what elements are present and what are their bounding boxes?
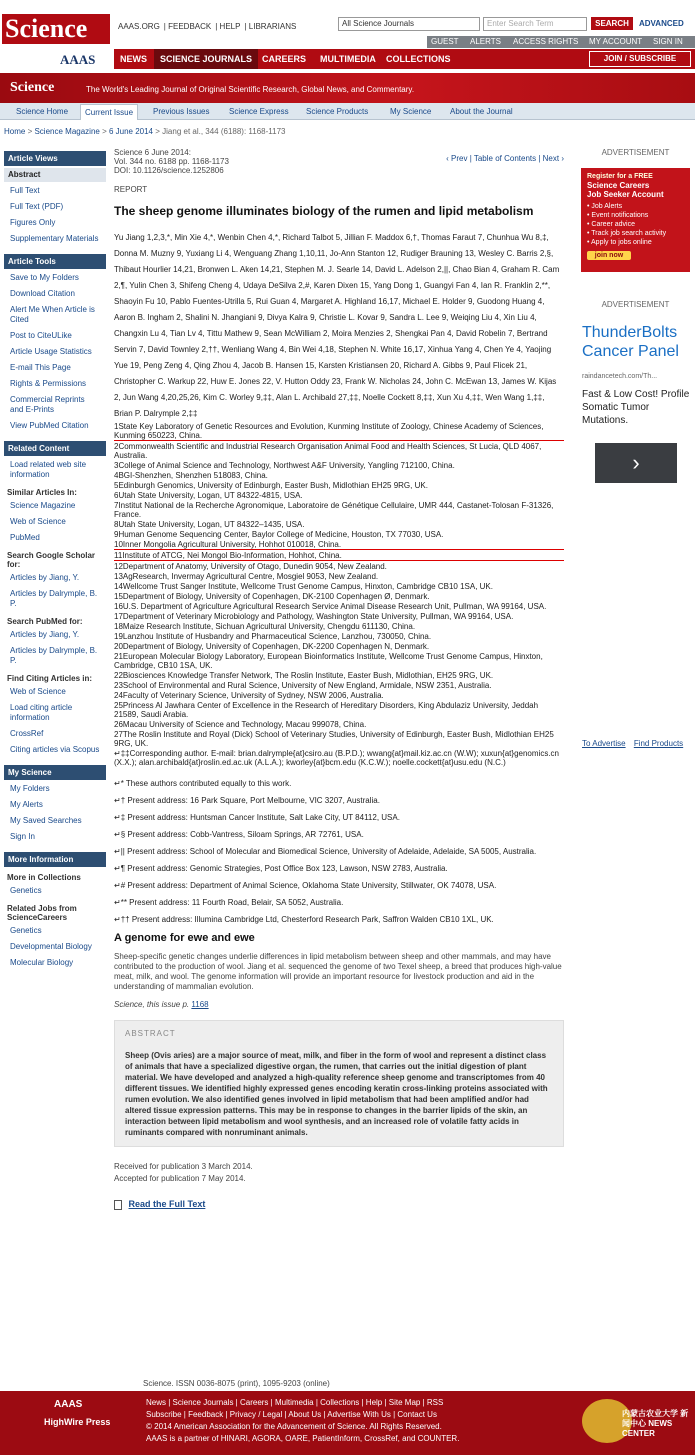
ad1-line: Science Careers [587,181,650,190]
view-full-text-pdf[interactable]: Full Text (PDF) [10,202,64,211]
ad1-line: • Apply to jobs online [587,239,652,246]
thunderbolts-ad-title[interactable]: ThunderBolts Cancer Panel [582,324,679,360]
tool-email-page[interactable]: E-mail This Page [10,363,71,372]
thunderbolts-ad-url[interactable]: raindancetech.com/Th... [582,373,658,380]
tool-citeulike[interactable]: Post to CiteULike [10,331,72,340]
footer-partners[interactable]: AAAS is a partner of HINARI, AGORA, OARE, PatientInform, CrossRef, and COUNTER. [146,1434,460,1443]
breadcrumb-article: Jiang et al., 344 (6188): 1168-1173 [162,127,286,136]
scholar-dalrymple[interactable]: Articles by Dalrymple, B. P. [10,589,98,608]
top-link-librarians[interactable]: LIBRARIANS [248,22,297,31]
right-column [576,148,695,748]
ad1-line: • Event notifications [587,212,649,219]
publication-dates [114,1161,564,1185]
read-full-text-row [114,1199,564,1210]
issue-page-link[interactable]: 1168 [191,1000,209,1009]
footer-aaas-logo[interactable]: AAAS [54,1399,83,1410]
corresponding-author: ↵‡‡Corresponding author. E-mail: brian.dalrymple{at}csiro.au (B.P.D.); wwang{at}mail.kiz.ac.cn (W.W); xuxun{at}genomics.cn (X.X.); alan.archibald{at}roslin.ed.ac.uk (A.L.A.); kworley{at}bcm.edu (K.C.W.); noelle.cockett{at}usu.edu (N.C.) [114,749,559,767]
journal-select[interactable]: All Science Journals [338,17,480,31]
join-now-button[interactable]: join now [587,251,631,260]
received-date: Received for publication 3 March 2014. [114,1162,253,1171]
affiliation-item: 14Wellcome Trust Sanger Institute, Wellcome Trust Genome Campus, Hinxton, Cambridge CB10 1SA, UK. [114,582,493,591]
affiliation-item: 23School of Environmental and Rural Science, University of New England, Armidale, NSW 2351, Australia. [114,681,492,690]
scholar-heading: Search Google Scholar for: [7,551,96,569]
issn-line: Science. ISSN 0036-8075 (print), 1095-9203 (online) [143,1379,330,1388]
note-item: ↵# Present address: Department of Animal Science, Oklahoma State University, Stillwater, OK 74078, USA. [114,881,497,890]
author-notes [114,779,564,924]
author-list: Yu Jiang 1,2,3,*, Min Xie 4,*, Wenbin Chen 4,*, Richard Talbot 5, Jillian F. Maddox 6,†, Thomas Faraut 7, Chunhua Wu 8,‡, Donna M. Muzny 9, Yuxiang Li 4, Wenguang Zhang 1,10,11, Jo-Ann Stanton 12, Rudiger Brauning 13, Wesley C. Barris 2,§, Thibaut Hourlier 14,21, Bronwen L. Aken 14,21, Stephen M. J. Searle 14, David L. Adelson 2,||, Chao Bian 4, Graham R. Cam 2,¶, Yulin Chen 3, Shifeng Cheng 4, Udaya DeSilva 2,#, Karen Dixen 15, Yang Dong 1, Guangyi Fan 4, Ian R. Franklin 2,**, Shaoyin Fu 10, Pablo Fuentes-Utrilla 5, Rui Guan 4, Margaret A. Highland 16,17, Michael E. Holder 9, Guodong Huang 4, Aaron B. Ingham 2, Shalini N. Jhangiani 9, Divya Kalra 9, Christie L. Kovar 9, Sandra L. Lee 9, Weiqing Liu 4, Xin Liu 4, Changxin Lu 4, Tian Lv 4, Tittu Mathew 9, Sean McWilliam 2, Moira Menzies 2, Shengkai Pan 4, David Robelin 7, Bertrand Servin 7, David Townley 2,††, Wenliang Wang 4, Bin Wei 4,18, Stephen N. White 16,17, Xinhua Yang 4, Chen Ye 4, Yaojing Yue 19, Peng Zeng 4, Qing Zhou 4, Jacob B. Hansen 15, Karsten Kristiansen 20, Richard A. Gibbs 9, Paul Flicek 21, Christopher C. Warkup 22, Huw E. Jones 22, V. Hutton Oddy 23, Frank W. Nicholas 24, John C. McEwan 13, James W. Kijas 2, Jun Wang 4,20,25,26, Kim C. Worley 9,‡‡, Alan L. Archibald 27,‡‡, Noelle Cockett 8,‡‡, Xun Xu 4,‡‡, Wen Wang 1,‡‡, Brian P. Dalrymple 2,‡‡ [114,233,560,418]
abstract-box [114,1020,564,1147]
nav-careers[interactable]: CAREERS [262,54,307,64]
abstract-text: Sheep (Ovis aries) are a major source of meat, milk, and fiber in the form of wool and represent a distinct class of animals that have a specialized digestive organ, the rumen, that carries out the initial digestion of plant material. We have developed and analyzed a high-quality reference sheep genome and transcriptomes from 40 different tissues. We identified highly expressed genes encoding keratin cross-linking proteins associated with rumen evolution. We also identified genes involved in lipid metabolism that had been amplified and/or had altered tissue expression patterns. This may be in response to changes in the barrier lipids of the skin, an interaction between lipid metabolism and wool synthesis, and an increased role of volatile fatty acids in ruminants compared with nonruminant animals. [125,1051,548,1137]
tool-rights[interactable]: Rights & Permissions [10,379,87,388]
affiliation-item: 12Department of Anatomy, University of Otago, Dunedin 9054, New Zealand. [114,562,387,571]
nav-collections[interactable]: COLLECTIONS [386,54,451,64]
tool-save-folders[interactable]: Save to My Folders [10,273,79,282]
alerts-link[interactable]: ALERTS [470,37,501,46]
note-item: ↵* These authors contributed equally to this work. [114,779,292,788]
article-citation-line: Science 6 June 2014: [114,148,191,157]
banner-logo[interactable]: Science [10,80,55,95]
to-advertise-link[interactable]: To Advertise [582,739,626,748]
affiliation-item: 7Institut National de la Recherche Agronomique, Laboratoire de Génétique Cellulaire, UMR 444, Castanet-Tolosan F-31326, France. [114,501,554,519]
find-products-link[interactable]: Find Products [633,739,684,748]
affiliation-item: 25Princess Al Jawhara Center of Excellence in the Research of Hereditary Disorders, King Abdulaziz University, Jeddah 21589, Saudi Arabia. [114,701,539,719]
collections-heading: More in Collections [7,873,81,882]
article-main [114,148,564,1210]
sub-nav [0,103,695,120]
citing-load-info[interactable]: Load citing article information [10,703,73,722]
jobs-heading: Related Jobs from ScienceCareers [7,904,77,922]
search-button[interactable]: SEARCH [591,17,633,30]
my-folders-link[interactable]: My Folders [10,784,50,793]
article-title: The sheep genome illuminates biology of the rumen and lipid metabolism [114,204,534,218]
affiliation-item: 20Department of Biology, University of Copenhagen, DK-2200 Copenhagen N, Denmark. [114,642,430,651]
access-rights-link[interactable]: ACCESS RIGHTS [513,37,579,46]
breadcrumb: Home > Science Magazine > 6 June 2014 > Jiang et al., 344 (6188): 1168-1173 [4,127,286,136]
breadcrumb-issue[interactable]: 6 June 2014 [108,127,154,136]
ad1-line: Register for a FREE [587,173,653,180]
affiliation-item: 6Utah State University, Logan, UT 84322-4815, USA. [114,491,303,500]
tool-alert-cited[interactable]: Alert Me When Article is Cited [10,305,95,324]
tool-pubmed[interactable]: View PubMed Citation [10,421,89,430]
similar-pubmed[interactable]: PubMed [10,533,40,542]
thunderbolts-ad-body: Fast & Low Cost! Profile Somatic Tumor Mutations. [582,389,690,426]
citing-web-of-science[interactable]: Web of Science [10,687,66,696]
breadcrumb-magazine[interactable]: Science Magazine [34,127,100,136]
job-genetics[interactable]: Genetics [10,926,42,935]
accepted-date: Accepted for publication 7 May 2014. [114,1174,246,1183]
note-item: ↵|| Present address: School of Molecular and Biomedical Science, University of Adelaide, Adelaide, SA 5005, Australia. [114,847,537,856]
tool-download-citation[interactable]: Download Citation [10,289,75,298]
join-subscribe-button[interactable]: JOIN / SUBSCRIBE [589,51,691,67]
affiliation-item: 18Maize Research Institute, Sichuan Agricultural University, Chengdu 611130, China. [114,622,416,631]
affiliation-item: 11Institute of ATCG, Nei Mongol Bio-Information, Hohhot, China. [114,551,564,561]
ad1-line: • Track job search activity [587,230,667,237]
footer-links [146,1397,546,1445]
note-item: ↵§ Present address: Cobb-Vantress, Siloam Springs, AR 72761, USA. [114,830,364,839]
next-article-link[interactable]: Next › [542,154,564,163]
view-abstract[interactable]: Abstract [4,168,106,182]
toc-link[interactable]: Table of Contents [473,154,537,163]
affiliation-item: 26Macau University of Science and Technology, Macau 999078, China. [114,720,367,729]
footer-copyright: © 2014 American Association for the Advancement of Science. All Rights Reserved. [146,1422,442,1431]
affiliations [114,422,564,767]
citing-heading: Find Citing Articles in: [7,674,93,683]
summary-text: Sheep-specific genetic changes underlie differences in lipid metabolism between sheep and other mammals, and may have contributed to the production of wool. Jiang et al. sequenced the genome of two Texel sheep, a breed that produces high-value meat, milk, and wool. The genome information will provide an important resource for livestock production and aid in the understanding of mammalian evolution. [114,952,562,991]
prev-article-link[interactable]: ‹ Prev [446,154,468,163]
site-footer [0,1391,695,1455]
science-logo[interactable]: Science [2,14,110,44]
my-saved-searches-link[interactable]: My Saved Searches [10,816,82,825]
affiliation-item: 21European Molecular Biology Laboratory, European Bioinformatics Institute, Wellcome Trust Genome Campus, Hinxton, Cambridge, CB10 1SA, UK. [114,652,543,670]
article-views-heading: Article Views [4,151,106,166]
related-content-heading: Related Content [4,441,106,456]
pubmed-heading: Search PubMed for: [7,617,83,626]
top-link-aaas[interactable]: AAAS.ORG [118,22,160,31]
account-bar [427,36,695,48]
affiliation-item: 5Edinburgh Genomics, University of Edinburgh, Easter Bush, Midlothian EH25 9RG, UK. [114,481,428,490]
pubmed-dalrymple[interactable]: Articles by Dalrymple, B. P. [10,646,98,665]
subnav-science-home[interactable]: Science Home [16,107,69,116]
chevron-right-icon[interactable]: › [595,443,677,483]
more-information-heading: More Information [4,852,106,867]
footer-links-row1[interactable]: News | Science Journals | Careers | Multimedia | Collections | Help | Site Map | RSS [146,1398,444,1407]
article-doi: DOI: 10.1126/science.1252806 [114,166,224,175]
ad-label: ADVERTISEMENT [601,300,670,309]
similar-web-of-science[interactable]: Web of Science [10,517,66,526]
affiliation-item: 27The Roslin Institute and Royal (Dick) School of Veterinary Studies, University of Edinburgh, Easter Bush, Midlothian EH25 9RG, UK. [114,730,554,748]
note-item: ↵¶ Present address: Genomic Strategies, Post Office Box 123, Lawson, NSW 2783, Australia. [114,864,448,873]
nav-multimedia[interactable]: MULTIMEDIA [320,54,376,64]
news-center-label: 内蒙古农业大学 新闻中心 NEWS CENTER [622,1409,689,1438]
report-label: REPORT [114,185,148,194]
view-supplementary[interactable]: Supplementary Materials [10,234,99,243]
article-tools-heading: Article Tools [4,254,106,269]
top-link-feedback[interactable]: FEEDBACK [168,22,212,31]
highwire-logo[interactable]: HighWire Press [44,1417,111,1427]
abstract-heading: ABSTRACT [125,1029,176,1038]
note-item: ↵‡ Present address: Huntsman Cancer Institute, Salt Lake City, UT 84112, USA. [114,813,400,822]
article-pager: ‹ Prev | Table of Contents | Next › [446,154,564,163]
journal-banner [0,73,695,103]
nav-news[interactable]: NEWS [120,54,147,64]
similar-heading: Similar Articles In: [7,488,77,497]
banner-tagline: The World's Leading Journal of Original Scientific Research, Global News, and Commentary. [86,85,415,94]
document-icon [114,1200,122,1210]
summary-heading: A genome for ewe and ewe [114,932,255,944]
aaas-logo[interactable]: AAAS [60,52,96,67]
footer-links-row2[interactable]: Subscribe | Feedback | Privacy / Legal | About Us | Advertise With Us | Contact Us [146,1410,437,1419]
ad-label: ADVERTISEMENT [601,148,670,157]
site-header [0,0,695,72]
issue-reference [114,1000,564,1010]
my-account-link[interactable]: MY ACCOUNT [589,37,643,46]
note-item: ↵† Present address: 16 Park Square, Port Melbourne, VIC 3207, Australia. [114,796,380,805]
job-developmental-biology[interactable]: Developmental Biology [10,942,92,951]
subnav-my-science[interactable]: My Science [390,107,432,116]
top-links: AAAS.ORG | FEEDBACK | HELP | LIBRARIANS [118,22,297,31]
affiliation-item: 22Biosciences Knowledge Transfer Network, The Roslin Institute, Easter Bush, Midlothian, EH25 9RG, UK. [114,671,494,680]
subnav-previous-issues[interactable]: Previous Issues [153,107,210,116]
sign-in-link[interactable]: SIGN IN [653,37,683,46]
sidebar-sign-in-link[interactable]: Sign In [10,832,35,841]
search-input[interactable]: Enter Search Term [483,17,587,31]
article-meta-block [114,148,564,175]
left-sidebar [4,151,106,972]
careers-ad[interactable] [581,168,690,272]
scholar-jiang[interactable]: Articles by Jiang, Y. [10,573,80,582]
guest-label: GUEST [431,37,459,46]
subnav-science-products[interactable]: Science Products [306,107,369,116]
affiliation-item: 9Human Genome Sequencing Center, Baylor College of Medicine, Houston, TX 77030, USA. [114,530,444,539]
affiliation-item: 8Utah State University, Logan, UT 84322–1435, USA. [114,520,305,529]
article-volume-line: Vol. 344 no. 6188 pp. 1168-1173 [114,157,229,166]
subnav-current-issue[interactable]: Current Issue [80,104,138,120]
my-science-heading: My Science [4,765,106,780]
affiliation-item: 4BGI-Shenzhen, Shenzhen 518083, China. [114,471,268,480]
ad1-line: • Career advice [587,221,635,228]
view-figures-only[interactable]: Figures Only [10,218,56,227]
breadcrumb-home[interactable]: Home [4,127,26,136]
pubmed-jiang[interactable]: Articles by Jiang, Y. [10,630,80,639]
subnav-about[interactable]: About the Journal [450,107,513,116]
citing-scopus[interactable]: Citing articles via Scopus [10,745,100,754]
note-item: ↵†† Present address: Illumina Cambridge Ltd, Chesterford Research Park, Saffron Walden CB10 1XL, UK. [114,915,494,924]
similar-science-magazine[interactable]: Science Magazine [10,501,76,510]
load-related-link[interactable]: Load related web site information [10,460,87,479]
issue-prefix: Science, this issue p. [114,1000,190,1009]
affiliation-item: 19Lanzhou Institute of Husbandry and Pharmaceutical Science, Lanzhou, 730050, China. [114,632,432,641]
affiliation-item: 17Department of Veterinary Microbiology and Pathology, Washington State University, Pullman, WA 99164, USA. [114,612,514,621]
affiliation-item: 16U.S. Department of Agriculture Agricultural Research Service Animal Disease Research Unit, Pullman, WA 99164, USA. [114,602,547,611]
subnav-science-express[interactable]: Science Express [229,107,289,116]
nav-science-journals[interactable]: SCIENCE JOURNALS [154,49,258,69]
job-molecular-biology[interactable]: Molecular Biology [10,958,74,967]
advertise-links [576,739,695,748]
view-full-text[interactable]: Full Text [10,186,40,195]
citing-crossref[interactable]: CrossRef [10,729,44,738]
note-item: ↵** Present address: 11 Fourth Road, Belair, SA 5052, Australia. [114,898,344,907]
affiliation-item: 3College of Animal Science and Technology, Northwest A&F University, Yangling 712100, China. [114,461,455,470]
affiliation-item: 10Inner Mongolia Agricultural University, Hohhot 010018, China. [114,540,564,550]
ad1-line: Job Seeker Account [587,190,664,199]
affiliation-item: 15Department of Biology, University of Copenhagen, DK-2100 Copenhagen Ø, Denmark. [114,592,430,601]
affiliation-item: 2Commonwealth Scientific and Industrial Research Organisation Animal Food and Health Sciences, St Lucia, QLD 4067, Australia. [114,442,542,460]
top-link-help[interactable]: HELP [219,22,241,31]
tool-reprints[interactable]: Commercial Reprints and E-Prints [10,395,85,414]
ad1-line: • Job Alerts [587,203,623,210]
affiliation-item: 1State Key Laboratory of Genetic Resources and Evolution, Kunming Institute of Zoology, Chinese Academy of Sciences, Kunming 650223, China. [114,422,564,441]
my-alerts-link[interactable]: My Alerts [10,800,43,809]
collection-genetics[interactable]: Genetics [10,886,42,895]
read-full-text-link[interactable]: Read the Full Text [128,1199,206,1209]
affiliation-item: 24Faculty of Veterinary Science, University of Sydney, NSW 2006, Australia. [114,691,384,700]
affiliation-item: 13AgResearch, Invermay Agricultural Centre, Mosgiel 9053, New Zealand. [114,572,379,581]
tool-usage-stats[interactable]: Article Usage Statistics [10,347,92,356]
advanced-search-link[interactable]: ADVANCED [639,19,684,28]
